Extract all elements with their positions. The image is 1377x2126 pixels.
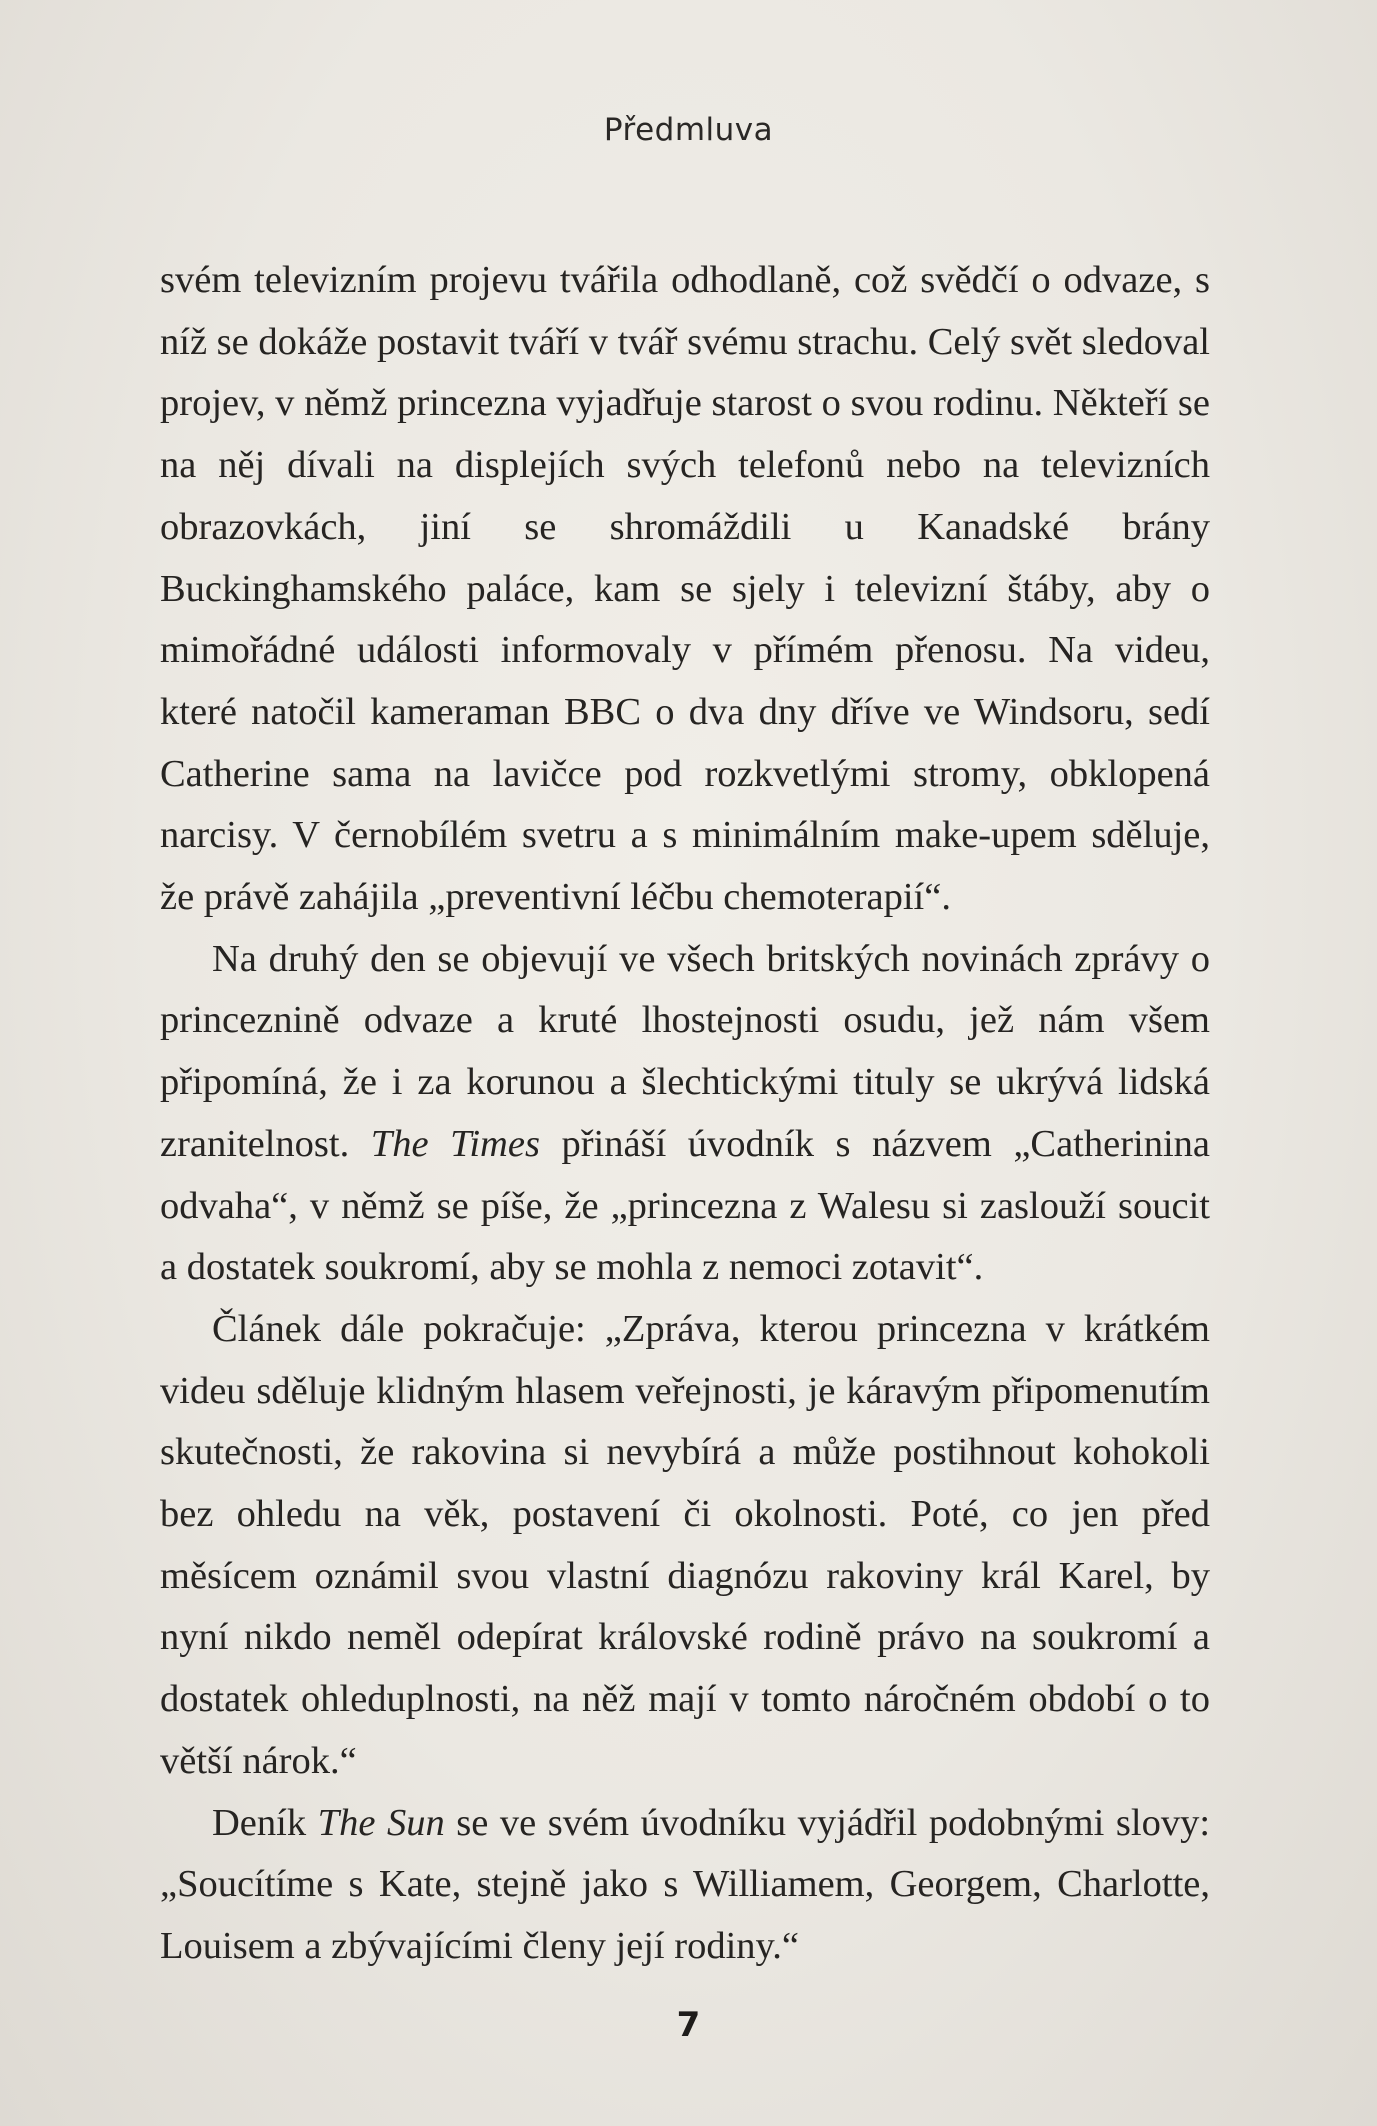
paragraph-1 <box>160 250 1210 929</box>
newspaper-title-the-times: The Times <box>370 1122 540 1165</box>
paragraph-2-text-b: přináší úvodník s názvem „Catherinina odvaha“, v němž se píše, že „princezna z Walesu si zaslouží soucit a dostatek soukromí, aby se mohla z nemoci zotavit“. <box>160 1122 1211 1289</box>
paragraph-2 <box>160 929 1210 1299</box>
paragraph-3-text: Článek dále pokračuje: „Zpráva, kterou princezna v krátkém videu sděluje klidným hlasem veřejnosti, je káravým připomenutím skutečnosti, že rakovina si nevybírá a může postihnout kohokoli bez ohledu na věk, postavení či okolnosti. Poté, co jen před měsícem oznámil svou vlastní diagnózu rakoviny král Karel, by nyní nikdo neměl odepírat královské rodině právo na soukromí a dostatek ohleduplnosti, na něž mají v tomto náročném období o to větší nárok.“ <box>160 1307 1210 1782</box>
paragraph-2-text-a: Na druhý den se objevují ve všech britských novinách zprávy o princeznině odvaze a kruté lhostejnosti osudu, jež nám všem připomíná, že i za korunou a šlechtickými tituly se ukrývá lidská zranitelnost. <box>160 937 1210 1165</box>
paragraph-4-text-a: Deník <box>212 1801 318 1844</box>
page-number: 7 <box>676 2005 701 2045</box>
running-title: Předmluva <box>603 112 774 148</box>
page-body <box>160 250 1210 1978</box>
paragraph-3 <box>160 1299 1210 1793</box>
newspaper-title-the-sun: The Sun <box>317 1801 445 1844</box>
paragraph-4 <box>160 1793 1210 1978</box>
paragraph-4-text-b: se ve svém úvodníku vyjádřil podobnými slovy: „Soucítíme s Kate, stejně jako s Williamem, Georgem, Charlotte, Louisem a zbývajícími členy její rodiny.“ <box>160 1801 1211 1967</box>
paragraph-1-text: svém televizním projevu tvářila odhodlaně, což svědčí o odvaze, s níž se dokáže postavit tváří v tvář svému strachu. Celý svět sledoval projev, v němž princezna vyjadřuje starost o svou rodinu. Někteří se na něj dívali na displejích svých telefonů nebo na televizních obrazovkách, jiní se shromáždili u Kanadské brány Buckinghamského paláce, kam se sjely i televizní štáby, aby o mimořádné události informovaly v přímém přenosu. Na videu, které natočil kameraman BBC o dva dny dříve ve Windsoru, sedí Catherine sama na lavičce pod rozkvetlými stromy, obklopená narcisy. V černobílém svetru a s minimálním make-upem sděluje, že právě zahájila „preventivní léčbu chemoterapií“. <box>160 259 1210 919</box>
